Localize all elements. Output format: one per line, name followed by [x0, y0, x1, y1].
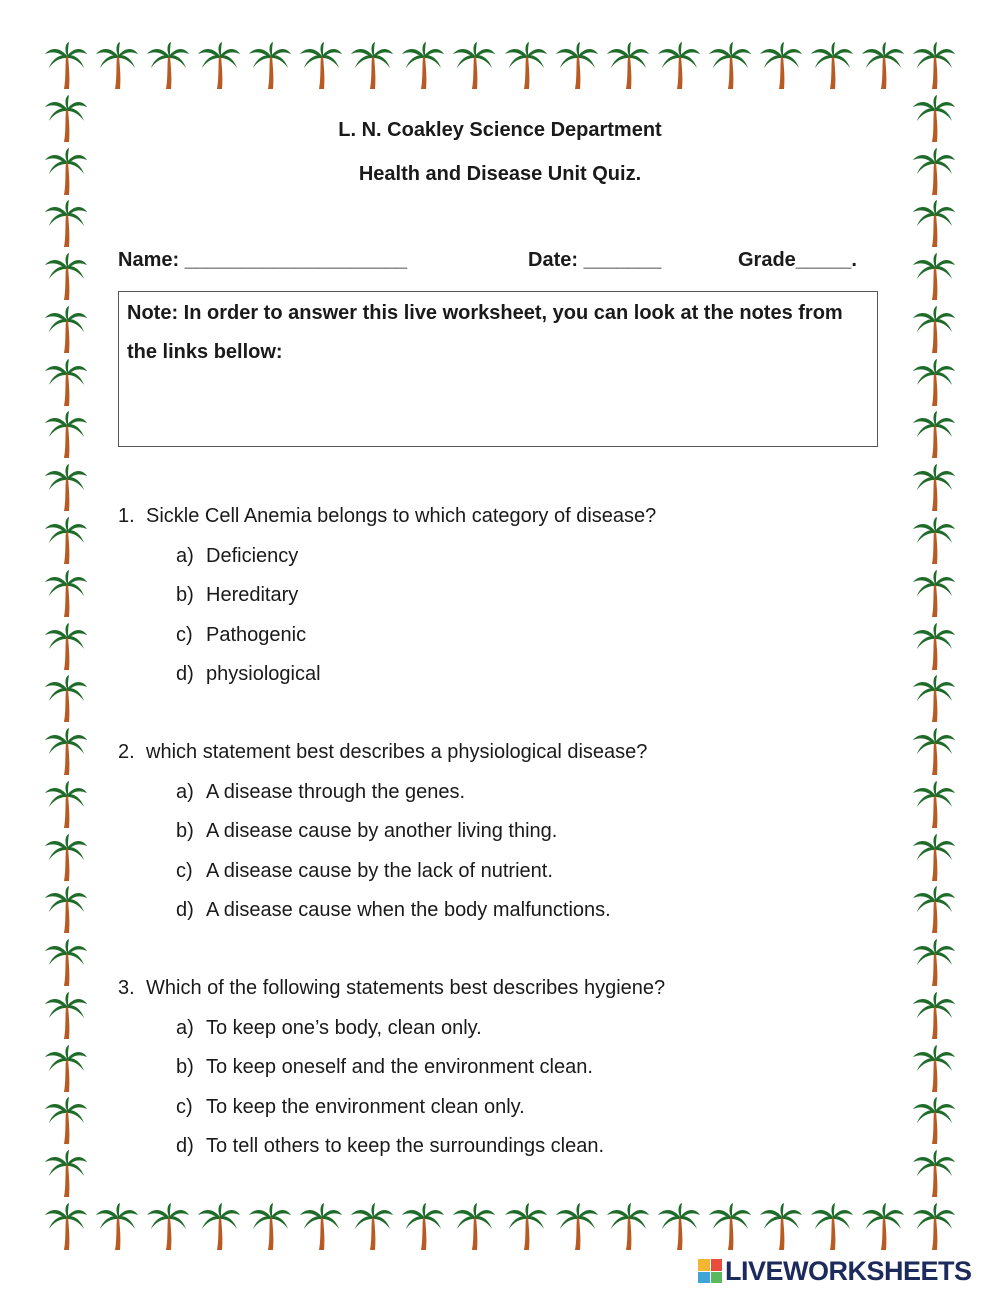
palm-tree-icon	[912, 359, 956, 407]
option-text: To tell others to keep the surroundings clean.	[206, 1135, 605, 1157]
palm-tree-icon	[504, 42, 548, 90]
liveworksheets-text: LIVEWORKSHEETS	[725, 1255, 972, 1286]
option-c[interactable]	[176, 859, 878, 883]
palm-tree-icon	[912, 675, 956, 723]
palm-tree-icon	[912, 42, 956, 90]
department-title: L. N. Coakley Science Department	[338, 119, 662, 141]
palm-tree-icon	[44, 781, 88, 829]
option-d[interactable]	[176, 662, 878, 686]
palm-tree-icon	[95, 42, 139, 90]
palm-tree-icon	[912, 623, 956, 671]
palm-tree-icon	[861, 1203, 905, 1251]
palm-tree-icon	[657, 42, 701, 90]
option-text: A disease cause when the body malfunctions.	[206, 899, 611, 921]
palm-tree-icon	[44, 1045, 88, 1093]
palm-tree-icon	[810, 1203, 854, 1251]
palm-tree-icon	[810, 42, 854, 90]
palm-tree-icon	[44, 675, 88, 723]
option-d[interactable]	[176, 1134, 878, 1158]
palm-tree-icon	[44, 623, 88, 671]
question-text: Which of the following statements best describes hygiene?	[146, 977, 666, 999]
palm-tree-icon	[912, 253, 956, 301]
badge-square	[711, 1259, 723, 1271]
palm-tree-icon	[146, 42, 190, 90]
liveworksheets-badge-icon	[698, 1259, 722, 1283]
palm-tree-icon	[197, 42, 241, 90]
name-field[interactable]: Name: ____________________	[118, 249, 408, 271]
palm-tree-icon	[44, 517, 88, 565]
palm-tree-icon	[248, 1203, 292, 1251]
palm-tree-icon	[912, 939, 956, 987]
option-a[interactable]	[176, 1016, 878, 1040]
option-c[interactable]	[176, 1095, 878, 1119]
option-letter: d)	[176, 1135, 194, 1157]
palm-tree-icon	[44, 359, 88, 407]
liveworksheets-logo[interactable]	[698, 1256, 972, 1286]
palm-tree-icon	[912, 1045, 956, 1093]
palm-tree-icon	[606, 1203, 650, 1251]
palm-tree-icon	[504, 1203, 548, 1251]
palm-tree-icon	[912, 200, 956, 248]
palm-tree-icon	[44, 1097, 88, 1145]
badge-square	[698, 1259, 710, 1271]
palm-tree-icon	[44, 1150, 88, 1198]
palm-tree-icon	[912, 886, 956, 934]
question-2	[118, 740, 878, 922]
option-letter: d)	[176, 663, 194, 685]
note-text: Note: In order to answer this live worksheet, you can look at the notes from the links bellow:	[127, 302, 843, 363]
palm-tree-icon	[759, 42, 803, 90]
palm-tree-icon	[44, 306, 88, 354]
question-number: 3.	[118, 977, 135, 999]
option-letter: c)	[176, 1095, 193, 1118]
palm-tree-icon	[146, 1203, 190, 1251]
palm-tree-icon	[299, 42, 343, 90]
option-text: A disease through the genes.	[206, 780, 466, 803]
palm-tree-icon	[861, 42, 905, 90]
grade-field[interactable]: Grade_____.	[738, 249, 857, 271]
option-text: Pathogenic	[206, 623, 307, 646]
option-text: To keep the environment clean only.	[206, 1095, 525, 1118]
option-b[interactable]	[176, 1055, 878, 1079]
palm-tree-icon	[44, 1203, 88, 1251]
date-field[interactable]: Date: _______	[528, 249, 662, 271]
palm-tree-icon	[708, 42, 752, 90]
option-text: Deficiency	[206, 544, 299, 567]
palm-tree-icon	[912, 1203, 956, 1251]
palm-tree-icon	[912, 834, 956, 882]
option-letter: b)	[176, 584, 194, 606]
palm-tree-icon	[44, 886, 88, 934]
badge-square	[698, 1272, 710, 1284]
palm-tree-icon	[912, 517, 956, 565]
palm-tree-icon	[657, 1203, 701, 1251]
palm-tree-icon	[912, 411, 956, 459]
option-text: To keep oneself and the environment clean.	[206, 1056, 593, 1078]
question-text: which statement best describes a physiological disease?	[146, 741, 648, 763]
palm-tree-icon	[350, 1203, 394, 1251]
palm-tree-icon	[452, 42, 496, 90]
note-box	[118, 291, 878, 447]
palm-tree-icon	[759, 1203, 803, 1251]
palm-tree-icon	[95, 1203, 139, 1251]
option-letter: c)	[176, 859, 193, 882]
option-text: Hereditary	[206, 584, 299, 606]
palm-tree-icon	[912, 1150, 956, 1198]
palm-tree-icon	[912, 306, 956, 354]
palm-tree-icon	[912, 728, 956, 776]
option-text: A disease cause by the lack of nutrient.	[206, 859, 553, 882]
option-letter: a)	[176, 780, 194, 803]
palm-tree-icon	[248, 42, 292, 90]
question-text: Sickle Cell Anemia belongs to which category of disease?	[146, 505, 657, 527]
option-letter: a)	[176, 1016, 194, 1039]
badge-square	[711, 1272, 723, 1284]
option-letter: c)	[176, 623, 193, 646]
option-a[interactable]	[176, 780, 878, 804]
option-text: To keep one’s body, clean only.	[206, 1016, 482, 1039]
option-letter: a)	[176, 544, 194, 567]
option-c[interactable]	[176, 623, 878, 647]
palm-tree-icon	[44, 834, 88, 882]
palm-tree-icon	[912, 781, 956, 829]
option-d[interactable]	[176, 898, 878, 922]
palm-tree-icon	[44, 939, 88, 987]
palm-tree-icon	[912, 464, 956, 512]
palm-tree-icon	[452, 1203, 496, 1251]
option-letter: b)	[176, 820, 194, 842]
palm-tree-icon	[44, 464, 88, 512]
option-a[interactable]	[176, 544, 878, 568]
palm-tree-icon	[197, 1203, 241, 1251]
palm-tree-icon	[555, 1203, 599, 1251]
option-letter: b)	[176, 1056, 194, 1078]
question-number: 1.	[118, 505, 135, 527]
palm-tree-icon	[44, 200, 88, 248]
option-b[interactable]	[176, 583, 878, 607]
palm-tree-icon	[44, 570, 88, 618]
palm-tree-icon	[555, 42, 599, 90]
palm-tree-icon	[912, 992, 956, 1040]
question-3	[118, 976, 878, 1158]
option-text: physiological	[206, 663, 321, 685]
option-b[interactable]	[176, 819, 878, 843]
palm-tree-icon	[912, 1097, 956, 1145]
quiz-title: Health and Disease Unit Quiz.	[358, 163, 642, 185]
question-number: 2.	[118, 741, 135, 763]
palm-tree-icon	[401, 42, 445, 90]
palm-tree-icon	[44, 42, 88, 90]
palm-tree-icon	[606, 42, 650, 90]
palm-tree-icon	[350, 42, 394, 90]
question-1	[118, 504, 878, 686]
palm-tree-icon	[44, 411, 88, 459]
palm-tree-icon	[44, 728, 88, 776]
palm-tree-icon	[44, 992, 88, 1040]
option-text: A disease cause by another living thing.	[206, 820, 558, 842]
palm-tree-icon	[912, 570, 956, 618]
palm-tree-icon	[401, 1203, 445, 1251]
option-letter: d)	[176, 899, 194, 921]
palm-tree-icon	[44, 253, 88, 301]
palm-tree-icon	[708, 1203, 752, 1251]
palm-tree-icon	[299, 1203, 343, 1251]
